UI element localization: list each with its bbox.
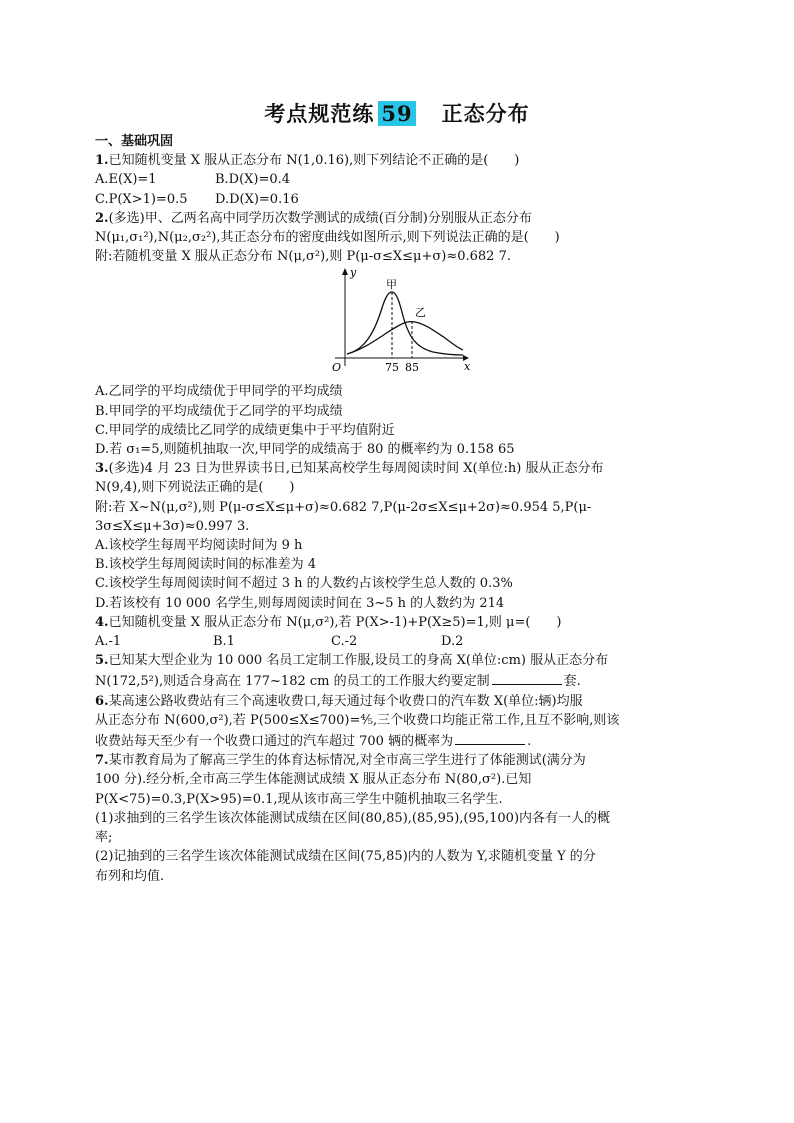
section-heading: 一、基础巩固 — [95, 134, 174, 149]
option-b: B.该校学生每周阅读时间的标准差为 4 — [95, 557, 317, 573]
sub-question-2-line-2: 布列和均值. — [95, 868, 165, 884]
page-title — [0, 98, 794, 128]
question-stem-suffix: 套. — [563, 674, 581, 690]
question-stem-line-3: 收费站每天至少有一个收费口通过的汽车超过 700 辆的概率为 — [95, 734, 454, 750]
question-stem-line-1: (多选)4 月 23 日为世界读书日,已知某高校学生每周阅读时间 X(单位:h) 服从正态分布 — [108, 461, 604, 477]
question-note-line-2: 3σ≤X≤μ+3σ)≈0.997 3. — [95, 518, 250, 534]
question-stem-line-1: 已知某大型企业为 10 000 名员工定制工作服,设员工的身高 X(单位:cm) 服从正态分布 — [108, 653, 609, 669]
question-number: 6. — [95, 693, 109, 709]
option-a: A.E(X)=1 — [95, 172, 157, 188]
option-d: D.D(X)=0.16 — [215, 191, 299, 207]
question-6 — [95, 692, 705, 752]
question-stem: 已知随机变量 X 服从正态分布 N(μ,σ²),若 P(X>-1)+P(X≥5)=1,则 μ=( ) — [108, 614, 562, 630]
option-d: D.若该校有 10 000 名学生,则每周阅读时间在 3~5 h 的人数约为 214 — [95, 595, 505, 611]
question-stem: 已知随机变量 X 服从正态分布 N(1,0.16),则下列结论不正确的是( ) — [108, 153, 520, 169]
answer-blank[interactable] — [455, 730, 525, 745]
curve-yi — [347, 322, 463, 354]
question-number: 5. — [95, 653, 109, 669]
question-number: 1. — [95, 153, 109, 169]
question-number: 4. — [95, 614, 109, 630]
sub-question-1-line-1: (1)求抽到的三名学生该次体能测试成绩在区间(80,85),(85,95),(95,100)内各有一人的概 — [95, 810, 611, 826]
normal-curve-figure — [95, 266, 705, 382]
question-stem-line-3: P(X<75)=0.3,P(X>95)=0.1,现从该市高三学生中随机抽取三名学生. — [95, 791, 503, 807]
tick-label-85: 85 — [405, 361, 419, 375]
question-number: 3. — [95, 461, 109, 477]
question-number: 2. — [95, 210, 109, 226]
question-stem-line-2: N(μ₁,σ₁²),N(μ₂,σ₂²),其正态分布的密度曲线如图所示,则下列说法正确的是( ) — [95, 230, 560, 246]
option-b: B.1 — [213, 634, 235, 650]
option-a: A.该校学生每周平均阅读时间为 9 h — [95, 538, 303, 554]
title-prefix: 考点规范练 — [264, 102, 375, 126]
label-yi: 乙 — [415, 306, 426, 320]
question-7 — [95, 751, 705, 885]
exercise-content — [95, 132, 705, 886]
density-curve-diagram — [323, 266, 473, 380]
question-stem-suffix: . — [527, 734, 532, 750]
label-x-axis: x — [464, 360, 471, 374]
question-stem-line-1: (多选)甲、乙两名高中同学历次数学测试的成绩(百分制)分别服从正态分布 — [108, 210, 532, 226]
option-c: C.该校学生每周阅读时间不超过 3 h 的人数约占该校学生总人数的 0.3% — [95, 576, 513, 592]
option-c: C.-2 — [331, 634, 358, 650]
option-b: B.D(X)=0.4 — [215, 172, 291, 188]
tick-label-75: 75 — [385, 361, 399, 375]
option-a: A.-1 — [95, 634, 122, 650]
option-c: C.甲同学的成绩比乙同学的成绩更集中于平均值附近 — [95, 422, 395, 438]
question-stem-line-2: N(9,4),则下列说法正确的是( ) — [95, 480, 295, 496]
y-axis-arrow — [342, 268, 348, 275]
option-c: C.P(X>1)=0.5 — [95, 191, 188, 207]
label-y-axis: y — [350, 266, 357, 280]
answer-blank[interactable] — [492, 670, 562, 685]
question-stem-line-1: 某市教育局为了解高三学生的体育达标情况,对全市高三学生进行了体能测试(满分为 — [108, 753, 586, 769]
question-4 — [95, 613, 705, 651]
sub-question-1-line-2: 率; — [95, 830, 113, 846]
option-d: D.2 — [441, 634, 464, 650]
question-stem-line-2: N(172,5²),则适合身高在 177~182 cm 的员工的工作服大约要定制 — [95, 674, 490, 690]
question-stem-line-2: 100 分).经分析,全市高三学生体能测试成绩 X 服从正态分布 N(80,σ²).已知 — [95, 772, 532, 788]
question-stem-line-1: 某高速公路收费站有三个高速收费口,每天通过每个收费口的汽车数 X(单位:辆)均服 — [108, 693, 583, 709]
question-5 — [95, 651, 705, 691]
lesson-number-badge: 59 — [378, 101, 415, 126]
question-number: 7. — [95, 753, 109, 769]
question-stem-line-2: 从正态分布 N(600,σ²),若 P(500≤X≤700)=⅘,三个收费口均能正常工作,且互不影响,则该 — [95, 712, 620, 728]
question-note-line-1: 附:若 X~N(μ,σ²),则 P(μ-σ≤X≤μ+σ)≈0.682 7,P(μ-2σ≤X≤μ+2σ)≈0.954 5,P(μ- — [95, 499, 592, 515]
sub-question-2-line-1: (2)记抽到的三名学生该次体能测试成绩在区间(75,85)内的人数为 Y,求随机变量 Y 的分 — [95, 849, 596, 865]
question-1 — [95, 151, 705, 209]
option-b: B.甲同学的平均成绩优于乙同学的平均成绩 — [95, 403, 343, 419]
question-3 — [95, 459, 705, 613]
label-origin: O — [332, 361, 342, 375]
option-a: A.乙同学的平均成绩优于甲同学的平均成绩 — [95, 384, 343, 400]
title-topic: 正态分布 — [441, 102, 530, 126]
question-note: 附:若随机变量 X 服从正态分布 N(μ,σ²),则 P(μ-σ≤X≤μ+σ)≈0.682 7. — [95, 249, 511, 265]
label-jia: 甲 — [386, 278, 397, 292]
option-d: D.若 σ₁=5,则随机抽取一次,甲同学的成绩高于 80 的概率约为 0.158 65 — [95, 442, 515, 458]
question-2 — [95, 209, 705, 459]
